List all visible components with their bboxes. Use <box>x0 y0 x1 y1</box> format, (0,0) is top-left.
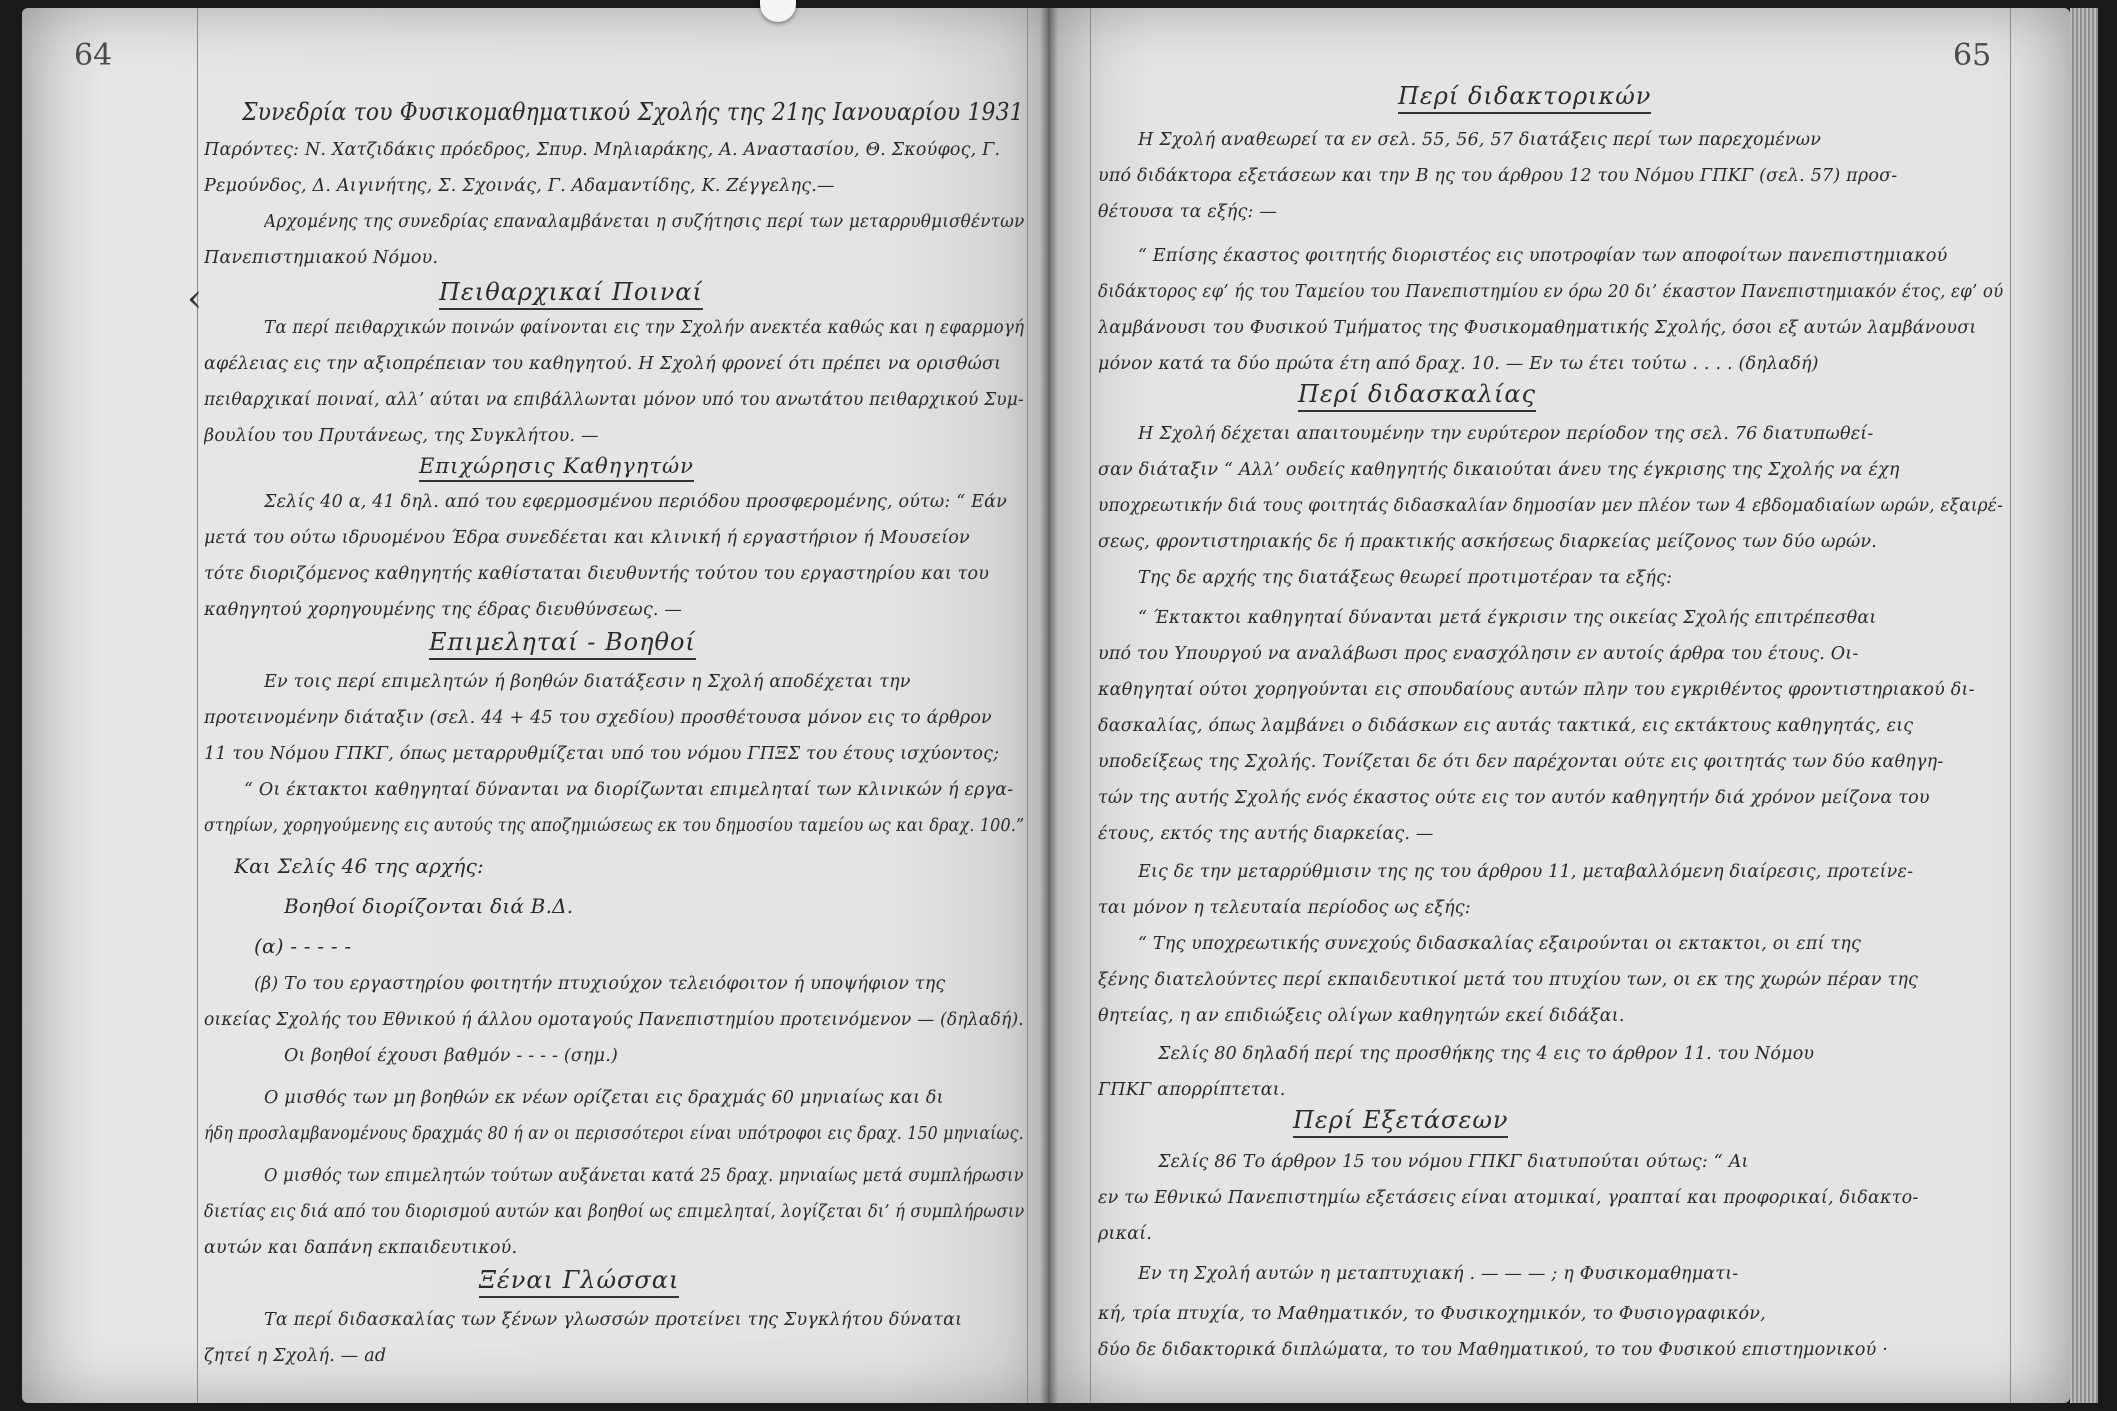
text-line: ΓΠΚΓ απορρίπτεται. <box>1098 1080 1286 1100</box>
text-line: “ Επίσης έκαστος φοιτητής διοριστέος εις υποτροφίαν των αποφοίτων πανεπιστημιακού <box>1138 246 1948 266</box>
text-line: Σελίς 80 δηλαδή περί της προσθήκης της 4 εις το άρθρον 11. του Νόμου <box>1158 1044 1815 1064</box>
text-line: Τα περί πειθαρχικών ποινών φαίνονται εις την Σχολήν ανεκτέα καθώς και η εφαρμογή <box>264 318 1025 338</box>
text-line: Παρόντες: Ν. Χατζιδάκις πρόεδρος, Σπυρ. Μηλιαράκης, Α. Αναστασίου, Θ. Σκούφος, Γ. <box>204 140 1001 160</box>
section-heading: Περί διδασκαλίας <box>1298 380 1536 412</box>
text-line: διδάκτορος εφ’ ής του Ταμείου του Πανεπιστημίου εν όρω 20 δι’ έκαστον Πανεπιστημιακόν έτος, εφ’ ού <box>1098 282 2004 302</box>
left-page <box>22 8 1048 1403</box>
right-page-number: 65 <box>1953 38 1992 73</box>
text-line: υπό του Υπουργού να αναλάβωσι προς ενασχόλησιν εν αυτοίς άρθρα του έτους. Οι- <box>1098 644 1859 664</box>
text-line: πειθαρχικαί ποιναί, αλλ’ αύται να επιβάλλωνται μόνον υπό του ανωτάτου πειθαρχικού Συμ- <box>204 390 1024 410</box>
text-line: “ Έκτακτοι καθηγηταί δύνανται μετά έγκρισιν της οικείας Σχολής επιτρέπεσθαι <box>1138 608 1877 628</box>
text-line: εν τω Εθνικώ Πανεπιστημίω εξετάσεις είναι ατομικαί, γραπταί και προφορικαί, διδακτο- <box>1098 1188 1919 1208</box>
text-line: Και Σελίς 46 της αρχής: <box>234 854 484 878</box>
left-page-number: 64 <box>74 38 113 73</box>
text-line: σεως, φροντιστηριακής δε ή πρακτικής ασκήσεως διαρκείας μείζονος των δύο ωρών. <box>1098 532 1878 552</box>
text-line: ται μόνον η τελευταία περίοδος ως εξής: <box>1098 898 1471 918</box>
text-line: Η Σχολή δέχεται απαιτουμένην την ευρύτερον περίοδον της σελ. 76 διατυπωθεί- <box>1138 424 1874 444</box>
bracket-mark: ‹ <box>187 276 203 320</box>
text-line: Εν τοις περί επιμελητών ή βοηθών διατάξεσιν η Σχολή αποδέχεται την <box>264 672 911 692</box>
text-line: Η Σχολή αναθεωρεί τα εν σελ. 55, 56, 57 διατάξεις περί των παρεχομένων <box>1138 130 1822 150</box>
text-line: Τα περί διδασκαλίας των ξένων γλωσσών προτείνει της Συγκλήτου δύναται <box>264 1310 963 1330</box>
page-edges <box>2070 8 2098 1403</box>
text-line: “ Οι έκτακτοι καθηγηταί δύνανται να διορίζωνται επιμεληταί των κλινικών ή εργα- <box>244 780 1014 800</box>
text-line: οικείας Σχολής του Εθνικού ή άλλου ομοταγούς Πανεπιστημίου προτεινόμενον — (δηλαδή). <box>204 1010 1024 1030</box>
text-line: προτεινομένην διάταξιν (σελ. 44 + 45 του σχεδίου) προσθέτουσα μόνον εις το άρθρον <box>204 708 992 728</box>
text-line: υποδείξεως της Σχολής. Τονίζεται δε ότι δεν παρέχονται ούτε εις φοιτητάς των δύο καθηγη- <box>1098 752 1944 772</box>
text-line: ζητεί η Σχολή. — ad <box>204 1346 387 1366</box>
section-heading: Πειθαρχικαί Ποιναί <box>439 278 703 310</box>
text-line: Πανεπιστημιακού Νόμου. <box>204 248 439 268</box>
text-line: Αρχομένης της συνεδρίας επαναλαμβάνεται η συζήτησις περί των μεταρρυθμισθέντων <box>264 212 1025 232</box>
right-margin-rule <box>2010 8 2011 1403</box>
text-line: Βοηθοί διορίζονται διά Β.Δ. <box>284 894 574 918</box>
text-line: σαν διάταξιν “ Αλλ’ ουδείς καθηγητής δικαιούται άνευ της έγκρισης της Σχολής να έχη <box>1098 460 1900 480</box>
section-heading: Περί Εξετάσεων <box>1293 1106 1508 1138</box>
text-line: Ο μισθός των μη βοηθών εκ νέων ορίζεται εις δραχμάς 60 μηνιαίως και δι <box>264 1088 944 1108</box>
text-line: κή, τρία πτυχία, το Μαθηματικόν, το Φυσικοχημικόν, το Φυσιογραφικόν, <box>1098 1304 1766 1324</box>
text-line: δύο δε διδακτορικά διπλώματα, το του Μαθηματικού, το του Φυσικού επιστημονικού · <box>1098 1340 1889 1360</box>
text-line: υπό διδάκτορα εξετάσεων και την Β ης του άρθρου 12 του Νόμου ΓΠΚΓ (σελ. 57) προσ- <box>1098 166 1898 186</box>
section-heading: Ξέναι Γλώσσαι <box>479 1266 679 1298</box>
text-line: διετίας εις διά από του διορισμού αυτών και βοηθοί ως επιμεληταί, λογίζεται δι’ ή συμπλήρωσιν <box>204 1202 1025 1222</box>
section-heading: Επιμεληταί - Βοηθοί <box>429 628 696 660</box>
text-line: ρικαί. <box>1098 1224 1153 1244</box>
text-line: θέτουσα τα εξής: — <box>1098 202 1278 222</box>
text-line: βουλίου του Πρυτάνεως, της Συγκλήτου. — <box>204 426 599 446</box>
text-line: ξένης διατελούντες περί εκπαιδευτικοί μετά του πτυχίου των, οι εκ της χωρών πέραν της <box>1098 970 1919 990</box>
text-line: λαμβάνουσι του Φυσικού Τμήματος της Φυσικομαθηματικής Σχολής, όσοι εξ αυτών λαμβάνουσι <box>1098 318 1977 338</box>
text-line: αυτών και δαπάνη εκπαιδευτικού. <box>204 1238 518 1258</box>
text-line: Οι βοηθοί έχουσι βαθμόν - - - - (σημ.) <box>284 1046 619 1066</box>
text-line: στηρίων, χορηγούμενης εις αυτούς της αποζημιώσεως εκ του δημοσίου ταμείου ως και δραχ. 100.” <box>204 816 1025 836</box>
text-line: υποχρεωτικήν διά τους φοιτητάς διδασκαλίαν δημοσίαν μεν πλέον των 4 εβδομαδιαίων ωρών, εξαιρέ- <box>1098 496 2003 516</box>
text-line: τότε διοριζόμενος καθηγητής καθίσταται διευθυντής τούτου του εργαστηρίου και του <box>204 564 990 584</box>
right-page <box>1048 8 2070 1403</box>
text-line: έτους, εκτός της αυτής διαρκείας. — <box>1098 824 1434 844</box>
text-line: 11 του Νόμου ΓΠΚΓ, όπως μεταρρυθμίζεται υπό του νόμου ΓΠΞΣ του έτους ισχύοντος; <box>204 744 1000 764</box>
text-line: Σελίς 86 Το άρθρον 15 του νόμου ΓΠΚΓ διατυπούται ούτως: “ Αι <box>1158 1152 1749 1172</box>
text-line: Σελίς 40 α, 41 δηλ. από του εφερμοσμένου περιόδου προσφερομένης, ούτω: “ Εάν <box>264 492 1008 512</box>
text-line: Της δε αρχής της διατάξεως θεωρεί προτιμοτέραν τα εξής: <box>1138 568 1673 588</box>
text-line: μόνον κατά τα δύο πρώτα έτη από δραχ. 10. — Εν τω έτει τούτω . . . . (δηλαδή) <box>1098 354 1819 374</box>
section-heading: Επιχώρησις Καθηγητών <box>419 454 694 482</box>
text-line: δασκαλίας, όπως λαμβάνει ο διδάσκων εις αυτάς τακτικά, εις εκτάκτους καθηγητάς, εις <box>1098 716 1914 736</box>
text-line: αφέλειας εις την αξιοπρέπειαν του καθηγητού. Η Σχολή φρονεί ότι πρέπει να ορισθώσι <box>204 354 1002 374</box>
text-line: Εν τη Σχολή αυτών η μεταπτυχιακή . — — — ; η Φυσικομαθηματι- <box>1138 1264 1739 1284</box>
text-line: θητείας, η αν επιδιώξεις ολίγων καθηγητών εκεί διδάξαι. <box>1098 1006 1625 1026</box>
left-margin-rule <box>197 8 198 1403</box>
text-line: ήδη προσλαμβανομένους δραχμάς 80 ή αν οι περισσότεροι είναι υπότροφοι εις δραχ. 150 μηνιαίως. <box>204 1124 1024 1144</box>
text-line: Εις δε την μεταρρύθμισιν της ης του άρθρου 11, μεταβαλλόμενη διαίρεσις, προτείνε- <box>1138 862 1914 882</box>
right-left-margin-rule <box>1090 8 1091 1403</box>
text-line: “ Της υποχρεωτικής συνεχούς διδασκαλίας εξαιρούνται οι εκτακτοι, οι επί της <box>1138 934 1861 954</box>
text-line: μετά του ούτω ιδρυομένου Έδρα συνεδέεται και κλινική ή εργαστήριον ή Μουσείον <box>204 528 970 548</box>
text-line: (α) - - - - - <box>254 934 352 958</box>
text-line: καθηγηταί ούτοι χορηγούνται εις σπουδαίους αυτών πλην του εγκριθέντος φροντιστηριακού δι- <box>1098 680 1975 700</box>
text-line: (β) Το του εργαστηρίου φοιτητήν πτυχιούχον τελειόφοιτον ή υποψήφιον της <box>254 974 946 994</box>
text-line: τών της αυτής Σχολής ενός έκαστος ούτε εις τον αυτόν καθηγητήν διά χρόνον μείζονα του <box>1098 788 1930 808</box>
text-line: Ρεμούνδος, Δ. Αιγινήτης, Σ. Σχοινάς, Γ. Αδαμαντίδης, Κ. Ζέγγελης.— <box>204 176 835 196</box>
left-right-margin-rule <box>1027 8 1028 1403</box>
session-title: Συνεδρία του Φυσικομαθηματικού Σχολής της 21ης Ιανουαρίου 1931 <box>242 98 1024 126</box>
text-line: καθηγητού χορηγουμένης της έδρας διευθύνσεως. — <box>204 600 683 620</box>
book-gutter <box>1040 8 1058 1403</box>
section-heading: Περί διδακτορικών <box>1398 82 1651 114</box>
text-line: Ο μισθός των επιμελητών τούτων αυξάνεται κατά 25 δραχ. μηνιαίως μετά συμπλήρωσιν <box>264 1166 1024 1186</box>
